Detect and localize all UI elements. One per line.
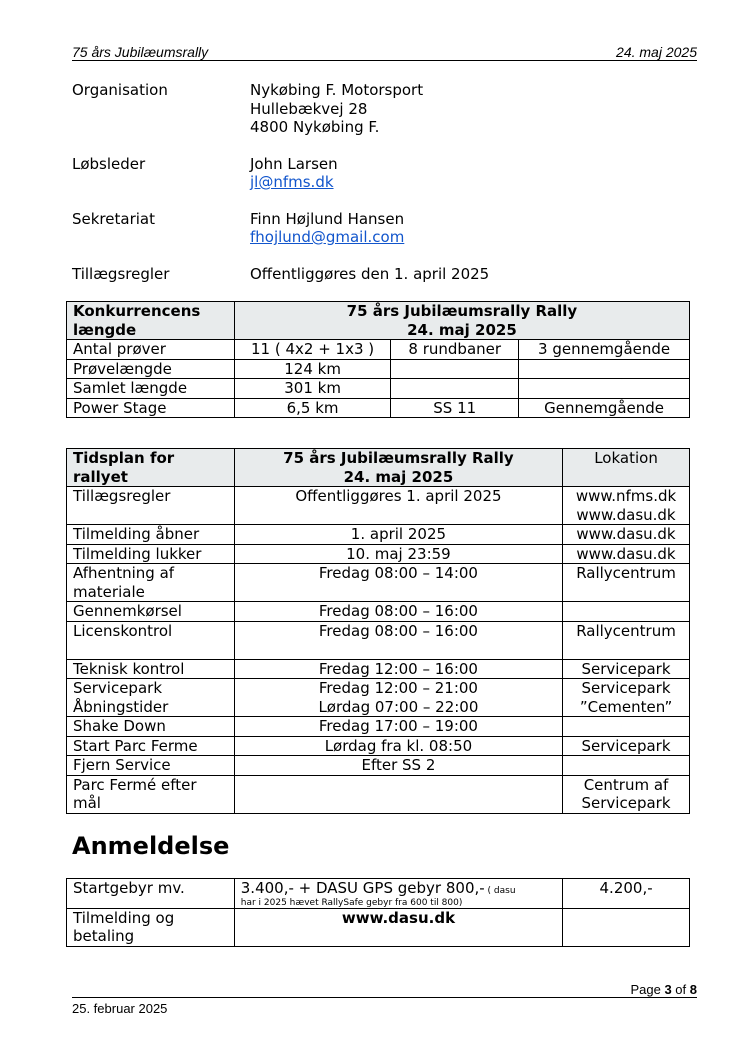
table-row: [67, 602, 690, 622]
page-header: [72, 44, 697, 61]
header-text: Tidsplan for: [73, 449, 175, 467]
table-cell: [67, 621, 235, 659]
cell-line: www.dasu.dk: [576, 525, 676, 543]
table-cell: [234, 544, 562, 564]
cell-line: materiale: [73, 582, 145, 601]
table-row: [67, 340, 690, 360]
table-cell: [563, 775, 690, 813]
cell-line: Lørdag fra kl. 08:50: [324, 736, 473, 755]
cell-line: [569, 602, 683, 621]
loebsleder-email-link[interactable]: jl@nfms.dk: [250, 173, 334, 191]
table-row: [67, 679, 690, 717]
table-header-row: [67, 302, 690, 340]
table-header-cell: [234, 449, 562, 487]
cell-line: Shake Down: [73, 717, 166, 735]
cell-line: [73, 640, 228, 659]
startgebyr-note: har i 2025 hævet RallySafe gebyr fra 600 til 800): [240, 897, 463, 908]
cell-line: Lørdag 07:00 – 22:00: [318, 697, 479, 716]
sekretariat-row: [72, 210, 692, 247]
table-cell: [234, 679, 562, 717]
table-row: [67, 736, 690, 756]
cell-line: Servicepark: [581, 794, 671, 812]
table-cell: 8 rundbaner: [391, 340, 519, 360]
tidsplan-body: [67, 487, 690, 814]
table-cell: [391, 379, 519, 399]
tilmelding-label-line: betaling: [73, 927, 135, 945]
table-cell: [563, 756, 690, 776]
cell-line: Servicepark: [581, 736, 671, 755]
cell-line: 1. april 2025: [350, 525, 447, 543]
sekretariat-name: Finn Højlund Hansen: [250, 209, 405, 228]
table-cell: 11 ( 4x2 + 1x3 ): [234, 340, 390, 360]
cell-line: [569, 756, 683, 775]
header-date: 24. maj 2025: [616, 44, 697, 60]
organisation-row: [72, 81, 692, 137]
cell-line: www.dasu.dk: [576, 544, 676, 563]
table-header-cell: [67, 302, 235, 340]
sekretariat-label: Sekretariat: [72, 209, 155, 228]
table-cell: 124 km: [234, 359, 390, 379]
tidsplan-table: [66, 448, 690, 814]
table-header-cell: Lokation: [563, 449, 690, 487]
footer-date: 25. februar 2025: [72, 1001, 168, 1016]
table-cell: [67, 659, 235, 679]
loebsleder-name: John Larsen: [250, 154, 338, 173]
startgebyr-note: ( dasu: [484, 886, 516, 896]
table-cell: [67, 487, 235, 525]
table-row: [67, 564, 690, 602]
header-text: 24. maj 2025: [407, 320, 517, 339]
cell-line: Gennemkørsel: [73, 602, 182, 620]
cell-line: Teknisk kontrol: [73, 659, 185, 678]
table-cell: 6,5 km: [234, 398, 390, 418]
cell-line: ”Cementen”: [579, 697, 673, 716]
table-cell: [234, 487, 562, 525]
startgebyr-label: Startgebyr mv.: [67, 879, 235, 909]
table-cell: SS 11: [391, 398, 519, 418]
tilmelding-link[interactable]: www.dasu.dk: [234, 908, 562, 946]
cell-line: Rallycentrum: [576, 564, 676, 582]
startgebyr-total: 4.200,-: [563, 879, 690, 909]
cell-line: Fredag 08:00 – 14:00: [318, 564, 478, 582]
table-cell: [234, 659, 562, 679]
table-cell: Samlet længde: [67, 379, 235, 399]
table-cell: [234, 525, 562, 545]
page-current: 3: [664, 982, 672, 997]
header-text: 24. maj 2025: [343, 467, 454, 486]
table-row: [67, 756, 690, 776]
table-cell: 301 km: [234, 379, 390, 399]
cell-line: Servicepark: [581, 659, 671, 678]
page-of: of: [671, 982, 690, 997]
table-cell: 3 gennemgående: [519, 340, 690, 360]
table-cell: Power Stage: [67, 398, 235, 418]
cell-line: mål: [73, 794, 101, 812]
table-row: [67, 487, 690, 525]
konkurrence-table: [66, 301, 690, 418]
loebsleder-label: Løbsleder: [72, 154, 146, 173]
table-header-row: [67, 449, 690, 487]
cell-line: Start Parc Ferme: [73, 736, 198, 755]
header-text: 75 års Jubilæumsrally Rally: [283, 449, 514, 467]
table-cell: [234, 736, 562, 756]
table-cell: [67, 775, 235, 813]
table-cell: [519, 359, 690, 379]
organisation-label: Organisation: [72, 81, 168, 99]
table-cell: [67, 544, 235, 564]
table-cell: [234, 602, 562, 622]
cell-line: Licenskontrol: [73, 621, 173, 640]
table-cell: [563, 736, 690, 756]
table-cell: [563, 564, 690, 602]
cell-line: Afhentning af: [73, 564, 175, 582]
table-cell: [234, 564, 562, 602]
table-row: [67, 398, 690, 418]
table-cell: [234, 621, 562, 659]
table-cell: Prøvelængde: [67, 359, 235, 379]
cell-line: 10. maj 23:59: [346, 544, 451, 563]
table-cell: [563, 659, 690, 679]
table-cell: [563, 679, 690, 717]
table-cell: [234, 756, 562, 776]
table-cell: [67, 756, 235, 776]
cell-line: Fredag 12:00 – 16:00: [318, 659, 478, 678]
cell-line: Offentliggøres 1. april 2025: [295, 487, 502, 505]
footer-divider: [72, 997, 697, 998]
cell-line: Tilmelding lukker: [73, 544, 202, 563]
tillaeg-value: Offentliggøres den 1. april 2025: [250, 264, 490, 283]
organisation-line: Nykøbing F. Motorsport: [250, 81, 424, 99]
anmeldelse-table: [66, 878, 690, 947]
page-number: [630, 982, 697, 997]
table-cell: [67, 717, 235, 737]
startgebyr-cell: [234, 879, 562, 909]
header-text: rallyet: [73, 467, 128, 486]
cell-line: www.nfms.dk: [575, 487, 677, 505]
table-row: [67, 379, 690, 399]
table-row: [67, 659, 690, 679]
cell-line: Fredag 08:00 – 16:00: [318, 602, 478, 620]
table-cell: [563, 525, 690, 545]
cell-line: www.dasu.dk: [576, 505, 676, 524]
table-row: [67, 544, 690, 564]
header-title: 75 års Jubilæumsrally: [72, 44, 209, 60]
table-cell: [67, 564, 235, 602]
table-cell: [563, 908, 690, 946]
table-cell: Gennemgående: [519, 398, 690, 418]
cell-line: Fredag 12:00 – 21:00: [318, 679, 478, 697]
cell-line: Tillægsregler: [73, 487, 171, 505]
tilmelding-label: [67, 908, 235, 946]
organisation-line: Hullebækvej 28: [250, 99, 368, 118]
cell-line: Fredag 08:00 – 16:00: [318, 621, 478, 640]
cell-line: Tilmelding åbner: [73, 525, 200, 543]
cell-line: Centrum af: [583, 775, 669, 794]
table-cell: [67, 679, 235, 717]
cell-line: Efter SS 2: [361, 756, 436, 774]
table-cell: [67, 602, 235, 622]
info-block: [72, 81, 692, 283]
cell-line: Rallycentrum: [576, 621, 676, 640]
table-cell: [563, 487, 690, 525]
table-cell: [563, 717, 690, 737]
startgebyr-text: 3.400,- + DASU GPS gebyr 800,-: [240, 879, 485, 897]
page-total: 8: [689, 982, 697, 997]
table-cell: [563, 621, 690, 659]
table-row: [67, 525, 690, 545]
cell-line: Fredag 17:00 – 19:00: [318, 717, 478, 735]
header-text: længde: [73, 320, 137, 339]
table-cell: [234, 775, 562, 813]
table-row: [67, 717, 690, 737]
tilmelding-label-line: Tilmelding og: [73, 908, 175, 927]
table-row: [67, 621, 690, 659]
table-cell: Antal prøver: [67, 340, 235, 360]
table-row: [67, 879, 690, 909]
table-row: [67, 908, 690, 946]
tillaeg-row: [72, 265, 692, 284]
table-header-cell: [234, 302, 689, 340]
sekretariat-email-link[interactable]: fhojlund@gmail.com: [250, 228, 405, 246]
loebsleder-row: [72, 155, 692, 192]
tillaeg-label: Tillægsregler: [72, 264, 170, 283]
table-cell: [519, 379, 690, 399]
page-prefix: Page: [630, 982, 665, 997]
cell-line: Parc Fermé efter: [73, 775, 197, 794]
table-cell: [67, 525, 235, 545]
table-cell: [67, 736, 235, 756]
cell-line: [569, 717, 683, 736]
table-cell: [391, 359, 519, 379]
cell-line: [241, 776, 556, 795]
header-text: Konkurrencens: [73, 302, 201, 320]
table-cell: [563, 602, 690, 622]
table-row: [67, 775, 690, 813]
table-cell: [234, 717, 562, 737]
table-header-cell: [67, 449, 235, 487]
cell-line: Servicepark: [581, 679, 671, 697]
anmeldelse-heading: Anmeldelse: [72, 832, 230, 860]
organisation-line: 4800 Nykøbing F.: [250, 118, 380, 136]
table-cell: [563, 544, 690, 564]
table-row: [67, 359, 690, 379]
cell-line: Servicepark: [73, 679, 163, 697]
header-text: 75 års Jubilæumsrally Rally: [346, 302, 578, 320]
cell-line: Åbningstider: [73, 697, 169, 716]
cell-line: Fjern Service: [73, 756, 171, 774]
